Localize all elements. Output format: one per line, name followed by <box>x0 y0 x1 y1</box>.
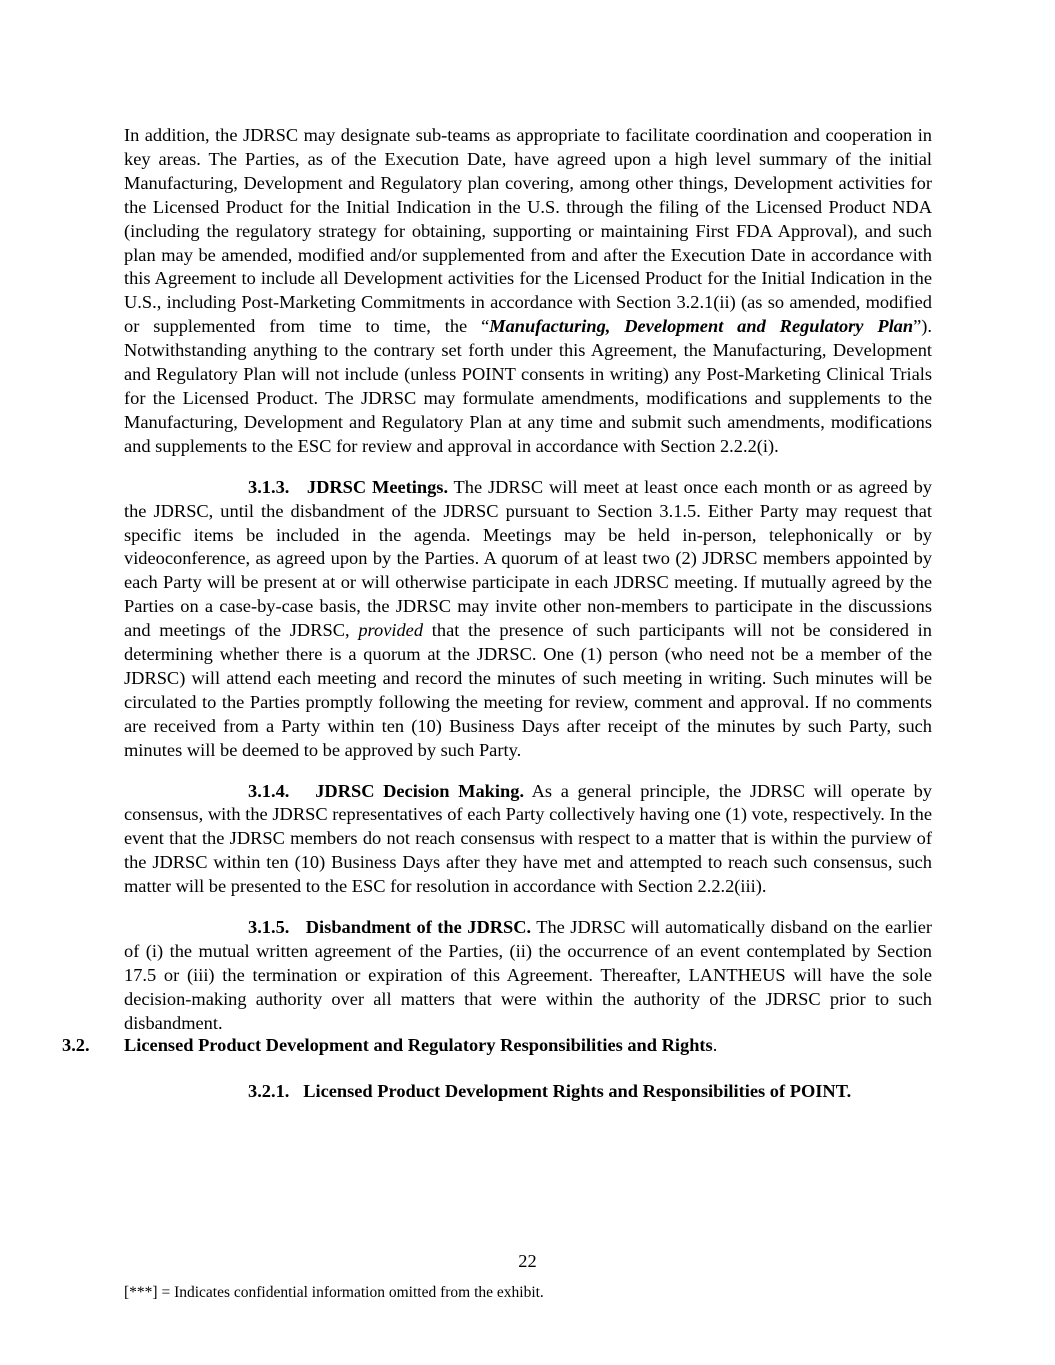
paragraph-sub-teams <box>124 124 932 459</box>
section-text: The JDRSC will meet at least once each month or as agreed by the JDRSC, until the disbandment of the JDRSC pursuant to Section 3.1.5. Either Party may request that specific items be included in the agenda. Meetings may be held in-person, telephonically or by videoconference, as agreed upon by the Parties. A quorum of at least two (2) JDRSC members appointed by each Party will be present at or will otherwise participate in each JDRSC meeting. If mutually agreed by the Parties on a case-by-case basis, the JDRSC may invite other non-members to participate in the discussions and meetings of the JDRSC, <box>124 476 932 641</box>
section-title: Licensed Product Development Rights and Responsibilities of POINT. <box>303 1081 852 1101</box>
section-title: Licensed Product Development and Regulatory Responsibilities and Rights <box>124 1035 713 1055</box>
section-3-1-4 <box>124 780 932 900</box>
section-text: that the presence of such participants will not be considered in determining whether there is a quorum at the JDRSC. One (1) person (who need not be a member of the JDRSC) will attend each meeting and record the minutes of such meeting in writing. Such minutes will be circulated to the Parties promptly following the meeting for review, comment and approval. If no comments are received from a Party within ten (10) Business Days after receipt of the minutes by such Party, such minutes will be deemed to be approved by such Party. <box>124 620 932 760</box>
section-text: As a general principle, the JDRSC will operate by consensus, with the JDRSC representatives of each Party collectively having one (1) vote, respectively. In the event that the JDRSC members do not reach consensus with respect to a matter that is within the purview of the JDRSC within ten (10) Business Days after they have met and attempted to reach such consensus, such matter will be presented to the ESC for resolution in accordance with Section 2.2.2(iii). <box>124 780 932 897</box>
italic-term: provided <box>358 620 424 641</box>
section-title: JDRSC Decision Making. <box>315 780 525 801</box>
defined-term: Manufacturing, Development and Regulatory Plan <box>489 316 914 337</box>
section-3-1-3 <box>124 476 932 763</box>
paragraph-text: In addition, the JDRSC may designate sub-teams as appropriate to facilitate coordination and cooperation in key areas. The Parties, as of the Execution Date, have agreed upon a high level summary of the initial Manufacturing, Development and Regulatory plan covering, among other things, Development activities for the Licensed Product for the Initial Indication in the U.S. through the filing of the Licensed Product NDA (including the regulatory strategy for obtaining, supporting or maintaining First FDA Approval), and such plan may be amended, modified and/or supplemented from and after the Execution Date in accordance with this Agreement to include all Development activities for the Licensed Product for the Initial Indication in the U.S., including Post-Marketing Commitments in accordance with Section 3.2.1(ii) (as so amended, modified or supplemented from time to time, the “ <box>124 125 932 337</box>
section-number: 3.2. <box>62 1035 90 1055</box>
page-number: 22 <box>518 1251 537 1271</box>
heading-period: . <box>712 1035 718 1055</box>
section-number: 3.1.5. <box>248 917 290 938</box>
section-3-1-5 <box>124 916 932 1036</box>
document-body <box>124 124 932 1053</box>
confidentiality-footnote: [***] = Indicates confidential information omitted from the exhibit. <box>124 1284 544 1301</box>
section-3-2-heading <box>62 1033 717 1057</box>
section-number: 3.2.1. <box>248 1081 290 1101</box>
section-title: JDRSC Meetings. <box>306 476 449 497</box>
section-number: 3.1.4. <box>248 780 290 801</box>
section-number: 3.1.3. <box>248 476 290 497</box>
section-text: The JDRSC will automatically disband on the earlier of (i) the mutual written agreement of the Parties, (ii) the occurrence of an event contemplated by Section 17.5 or (iii) the termination or expiration of this Agreement. Thereafter, LANTHEUS will have the sole decision-making authority over all matters that were within the authority of the JDRSC prior to such disbandment. <box>124 917 932 1033</box>
paragraph-text: ”). Notwithstanding anything to the contrary set forth under this Agreement, the Manufacturing, Development and Regulatory Plan will not include (unless POINT consents in writing) any Post-Marketing Clinical Trials for the Licensed Product. The JDRSC may formulate amendments, modifications and supplements to the Manufacturing, Development and Regulatory Plan at any time and submit such amendments, modifications and supplements to the ESC for review and approval in accordance with Section 2.2.2(i). <box>124 316 932 456</box>
section-3-2-1-heading <box>248 1079 851 1103</box>
section-title: Disbandment of the JDRSC. <box>305 917 532 938</box>
